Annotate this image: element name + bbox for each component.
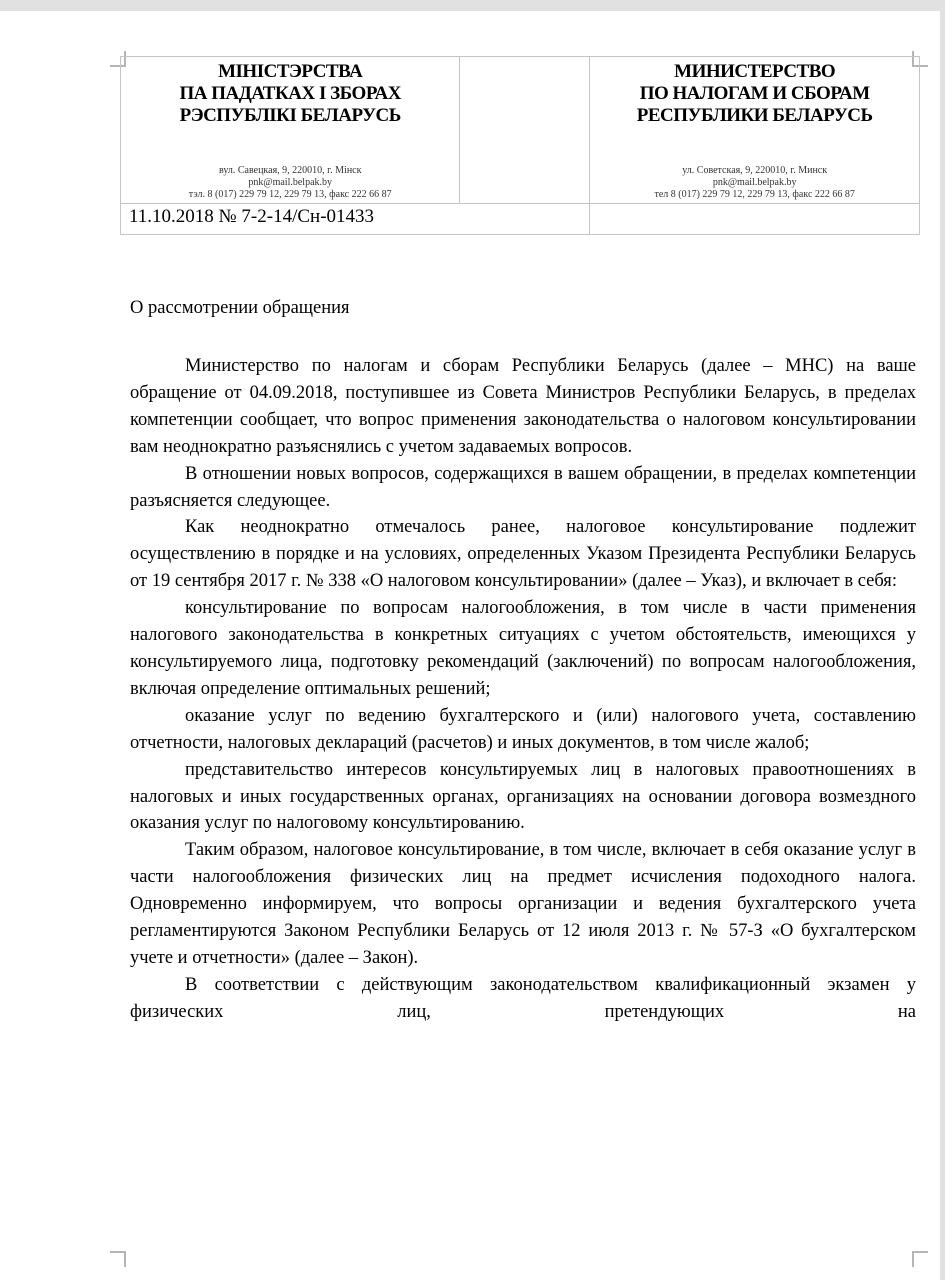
paragraph: В отношении новых вопросов, содержащихся в вашем обращении, в пределах компетенции разъясняется следующее. — [130, 463, 916, 511]
crop-mark — [110, 1251, 126, 1267]
paragraph: представительство интересов консультируемых лиц в налоговых правоотношениях в налоговых и иных государственных органах, организациях на основании договора возмездного оказания услуг по налоговому консультированию. — [130, 759, 916, 834]
email: pnk@mail.belpak.by — [248, 177, 333, 188]
email: pnk@mail.belpak.by — [712, 177, 797, 188]
paragraph: В соответствии с действующим законодательством квалификационный экзамен у физических лиц, претендующих на — [130, 974, 916, 1022]
paragraph: Министерство по налогам и сборам Республики Беларусь (далее – МНС) на ваше обращение от 04.09.2018, поступившее из Совета Министров Республики Беларусь, в пределах компетенции сообщает, что вопрос применения законодательства о налоговом консультировании вам неоднократно разъяснялись с учетом задаваемых вопросов. — [130, 356, 916, 457]
letterhead-left — [121, 57, 460, 204]
title-line: ПА ПАДАТКАХ І ЗБОРАХ — [179, 83, 401, 104]
paragraph: Как неоднократно отмечалось ранее, налоговое консультирование подлежит осуществлению в порядке и на условиях, определенных Указом Президента Республики Беларусь от 19 сентября 2017 г. № 338 «О налоговом консультировании» (далее – Указ), и включает в себя: — [130, 517, 916, 592]
address: вул. Савецкая, 9, 220010, г. Мінск — [218, 165, 362, 176]
registration-empty-cell — [590, 204, 920, 235]
paragraph: оказание услуг по ведению бухгалтерского и (или) налогового учета, составлению отчетности, налоговых деклараций (расчетов) и иных документов, в том числе жалоб; — [130, 705, 916, 753]
ministry-title-by — [121, 61, 459, 127]
contacts-by — [121, 165, 459, 203]
paragraph: консультирование по вопросам налогообложения, в том числе в части применения налогового законодательства в конкретных ситуациях с учетом обстоятельств, имеющихся у консультируемого лица, подготовку рекомендаций (заключений) по вопросам налогообложения, включая определение оптимальных решений; — [130, 598, 916, 699]
title-line: РЕСПУБЛИКИ БЕЛАРУСЬ — [636, 105, 873, 126]
letterhead-spacer — [460, 57, 590, 204]
letterhead-table — [120, 56, 920, 235]
phone: тел 8 (017) 229 79 12, 229 79 13, факс 222 66 87 — [654, 189, 855, 200]
registration-number: 11.10.2018 № 7-2-14/Сн-01433 — [121, 204, 590, 235]
paragraph: Таким образом, налоговое консультирование, в том числе, включает в себя оказание услуг в части налогообложения физических лиц на предмет исчисления подоходного налога. Одновременно информируем, что вопросы организации и ведения бухгалтерского учета регламентируются Законом Республики Беларусь от 12 июля 2013 г. № 57-З «О бухгалтерском учете и отчетности» (далее – Закон). — [130, 840, 916, 968]
title-line: МІНІСТЭРСТВА — [218, 61, 363, 82]
title-line: МИНИСТЕРСТВО — [674, 61, 836, 82]
crop-mark — [912, 1251, 928, 1267]
contacts-ru — [590, 165, 919, 203]
letter-body — [130, 353, 916, 1026]
ministry-title-ru — [590, 61, 919, 127]
letter-subject: О рассмотрении обращения — [130, 298, 350, 318]
title-line: РЭСПУБЛІКІ БЕЛАРУСЬ — [179, 105, 401, 126]
title-line: ПО НАЛОГАМ И СБОРАМ — [639, 83, 870, 104]
address: ул. Советская, 9, 220010, г. Минск — [682, 165, 828, 176]
phone: тэл. 8 (017) 229 79 12, 229 79 13, факс 222 66 87 — [188, 189, 392, 200]
letterhead-right — [590, 57, 920, 204]
